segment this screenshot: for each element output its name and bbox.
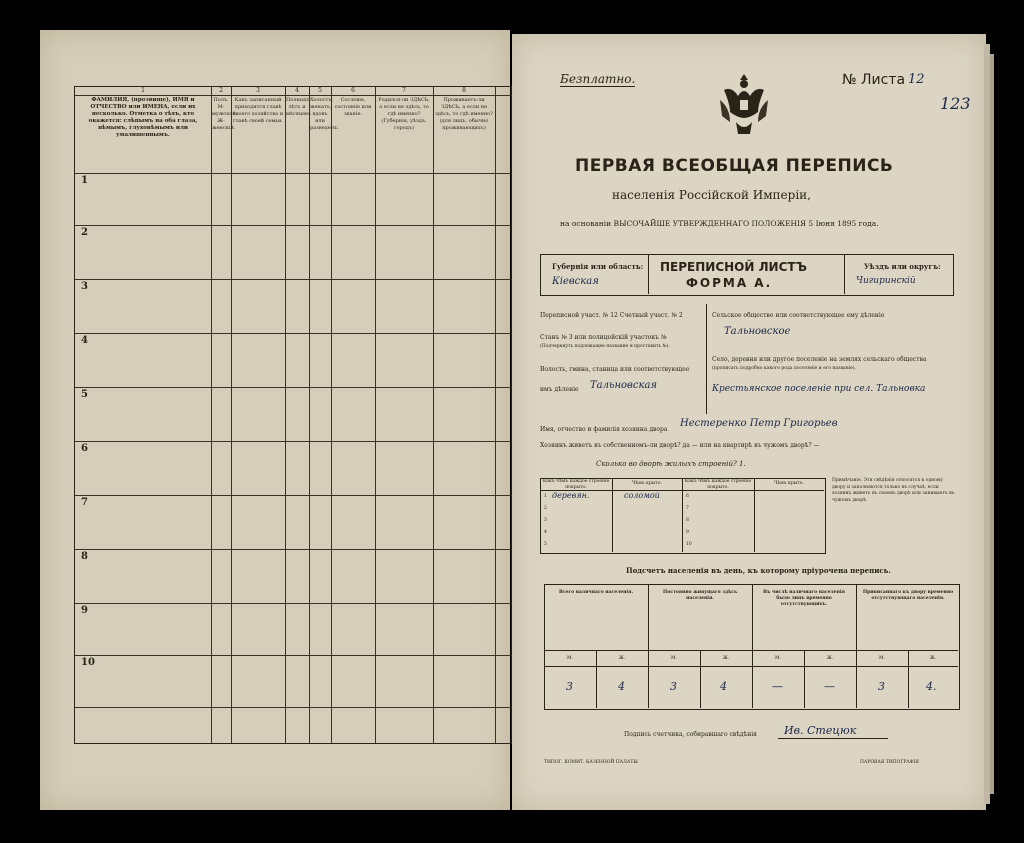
col-num: 1 [141, 87, 145, 94]
building-num: 7 [686, 506, 689, 511]
row-number: 4 [81, 335, 88, 346]
col-num: 8 [462, 87, 466, 94]
building-material: деревян. [552, 491, 590, 500]
buildings-line: Сколько во дворѣ жилыхъ строеній? 1. [596, 460, 746, 468]
table-line [752, 584, 753, 708]
row-number: 6 [81, 443, 88, 454]
col-line [231, 87, 232, 743]
footer-right: ПАРОВАЯ ТИПОГРАФІЯ [860, 760, 919, 765]
roof-header: Чѣмъ крыто. [632, 481, 662, 486]
row-line [75, 225, 511, 226]
count-value: — [824, 680, 835, 693]
row-line [75, 495, 511, 496]
col-num: 2 [219, 87, 223, 94]
col-m: М. [774, 656, 782, 661]
col-zh: Ж. [722, 656, 730, 661]
form-title: ПЕРЕПИСНОЙ ЛИСТЪ [660, 260, 807, 274]
col-header-estate: Сословіе, состояніе или званіе. [334, 97, 372, 117]
col-line [309, 87, 310, 743]
lives-line: Хозяинъ живетъ въ собственномъ-ли дворѣ? да — или на квартирѣ въ чужомъ дворѣ? — [540, 442, 820, 449]
row-line [75, 655, 511, 656]
margin-number: 123 [940, 94, 971, 113]
col-header-marital: Холостъ, женатъ, вдовъ или разведенъ. [310, 97, 339, 131]
uezd-label: Уѣздъ или округъ: [864, 262, 941, 271]
volost-label: имъ дѣленіе [540, 386, 579, 393]
building-num: 6 [686, 494, 689, 499]
signature: Ив. Стецюк [784, 724, 857, 737]
col-m: М. [670, 656, 678, 661]
row-line [75, 333, 511, 334]
col-num: 4 [295, 87, 299, 94]
roof-material: соломой [624, 491, 660, 500]
col-header-relation: Какъ записанный приходится главѣ своего хозяйства и главѣ своей семьи. [232, 97, 284, 124]
sheet-label: № Листа [842, 72, 906, 88]
village-note: (прописать подробно какого рода поселеніе и его названіе). [712, 366, 856, 371]
building-num: 1 [544, 494, 547, 499]
building-num: 9 [686, 530, 689, 535]
building-num: 2 [544, 506, 547, 511]
free-label: Безплатно. [560, 72, 636, 86]
col-zh: Ж. [618, 656, 626, 661]
village-value: Крестьянское поселеніе при сел. Тальновка [712, 384, 926, 394]
row-number: 5 [81, 389, 88, 400]
buildings-header: Какъ чѣмъ каждое строеніе покрыто. [542, 479, 610, 490]
col-num: 5 [318, 87, 322, 94]
page-title: ПЕРВАЯ ВСЕОБЩАЯ ПЕРЕПИСЬ [575, 156, 894, 176]
form-subtitle: ФОРМА А. [686, 276, 773, 290]
col-header-residence: Проживаетъ-ли ЗДѢСЬ, а если не здѣсь, то гдѣ именно? (для лицъ, обычно проживающихъ) [435, 97, 493, 131]
col-m: М. [878, 656, 886, 661]
count-head-permanent: Постоянно живущаго здѣсь населенія. [662, 590, 738, 601]
count-head-present: Всего наличнаго населенія. [558, 590, 634, 595]
col-line [211, 87, 212, 743]
col-m: М. [566, 656, 574, 661]
page-subtitle: населенія Россійской Имперіи, [612, 188, 811, 202]
col-line [375, 87, 376, 743]
col-header-birthplace: Родился-ли ЗДѢСЬ, а если не здѣсь, то гдѣ именно? (Губернія, уѣздъ, городъ) [378, 97, 430, 131]
table-line [856, 584, 857, 708]
row-number: 1 [81, 175, 88, 186]
row-number: 10 [81, 657, 95, 668]
page-edge-2 [990, 54, 994, 794]
col-num: 6 [351, 87, 355, 94]
table-line [75, 173, 511, 174]
col-line [433, 87, 434, 743]
count-value: — [772, 680, 783, 693]
footer-left: ТИПОГ. КОМИТ. КАЗЕННОЙ ПАЛАТЫ [544, 760, 638, 765]
owner-value: Нестеренко Петр Григорьев [680, 418, 838, 429]
col-header-name: ФАМИЛИЯ, (прозвище), ИМЯ и ОТЧЕСТВО или ИМЕНА, если их несколько. Отметка о тѣхъ, кто окажется: слѣпымъ на оба глаза, нѣмымъ, глухонѣмымъ или умалишеннымъ. [88, 97, 198, 138]
row-line [75, 549, 511, 550]
row-number: 2 [81, 227, 88, 238]
signature-label: Подпись счетчика, собиравшаго свѣдѣнія [624, 731, 757, 738]
count-head-temporary: Въ числѣ наличнаго населенія было лицъ временно отсутствующихъ. [763, 590, 845, 607]
gubernia-value: Кіевская [552, 276, 599, 287]
society-value: Тальновское [724, 326, 791, 337]
col-num: 3 [256, 87, 260, 94]
col-line [285, 87, 286, 743]
signature-line [778, 738, 888, 739]
count-value: 3 [670, 680, 677, 693]
buildings-header: Какъ чѣмъ каждое строеніе покрыто. [684, 479, 752, 490]
count-value: 4. [926, 680, 937, 693]
col-header-sex: Полъ. М-мужской, Ж-женскій. [212, 97, 238, 131]
owner-label: Имя, отчество и фамилія хозяина двора [540, 426, 668, 433]
table-line [648, 584, 649, 708]
basis-line: на основаніи ВЫСОЧАЙШЕ УТВЕРЖДЕННАГО ПОЛОЖЕНІЯ 5 Іюня 1895 года. [560, 219, 879, 228]
uezd-value: Чигиринскій [856, 276, 916, 286]
table-line [544, 666, 958, 667]
col-zh: Ж. [826, 656, 834, 661]
count-value: 4 [720, 680, 727, 693]
building-num: 5 [544, 542, 547, 547]
col-line [495, 87, 496, 743]
volost-value: Тальновская [590, 380, 658, 391]
row-line [75, 603, 511, 604]
stan-line: Станъ № 3 или полицейскій участокъ № [540, 334, 667, 341]
col-line [331, 87, 332, 743]
form-line [844, 254, 845, 294]
col-num: 7 [402, 87, 406, 94]
building-num: 3 [544, 518, 547, 523]
building-num: 10 [686, 542, 692, 547]
row-number: 7 [81, 497, 88, 508]
count-title: Подсчетъ населенія въ день, къ которому пріурочена перепись. [626, 566, 891, 575]
row-line [75, 707, 511, 708]
roof-header: Чѣмъ крыто. [774, 481, 804, 486]
society-label: Сельское общество или соответствующее ему дѣленіе [712, 312, 885, 319]
volost-line: Волость, гмина, станица или соответствующее [540, 366, 690, 373]
buildings-note: Примѣчаніе. Эти свѣдѣнія относятся к одному двору и заполняются только въ случаѣ, если хозяинъ живетъ въ своемъ дворѣ или занимаетъ въ чужомъ дворѣ. [832, 478, 955, 503]
gubernia-label: Губернія или область: [552, 262, 644, 271]
table-line [544, 650, 958, 651]
form-line [648, 254, 649, 294]
row-number: 9 [81, 605, 88, 616]
sheet-number: 12 [908, 72, 925, 87]
row-line [75, 279, 511, 280]
row-line [75, 441, 511, 442]
count-value: 3 [878, 680, 885, 693]
table-line [75, 95, 511, 96]
info-divider [706, 304, 707, 414]
imperial-eagle-emblem [714, 70, 774, 142]
row-number: 3 [81, 281, 88, 292]
stan-note: (Подчеркнуть подлежащее название и проставить №). [540, 344, 670, 349]
uchastok-line: Переписной участ. № 12 Счетный участ. № 2 [540, 312, 683, 319]
row-line [75, 387, 511, 388]
count-head-absent: Приписаннаго къ двору временно отсутствующаго населенія. [862, 590, 954, 601]
col-zh: Ж. [929, 656, 937, 661]
village-label: Село, деревня или другое поселеніе на землях сельскаго общества [712, 356, 927, 363]
col-header-age: Полныхъ лѣтъ и мѣсяцевъ [286, 97, 312, 117]
row-number: 8 [81, 551, 88, 562]
household-table [74, 86, 512, 744]
building-num: 4 [544, 530, 547, 535]
count-value: 4 [618, 680, 625, 693]
count-value: 3 [566, 680, 573, 693]
building-num: 8 [686, 518, 689, 523]
